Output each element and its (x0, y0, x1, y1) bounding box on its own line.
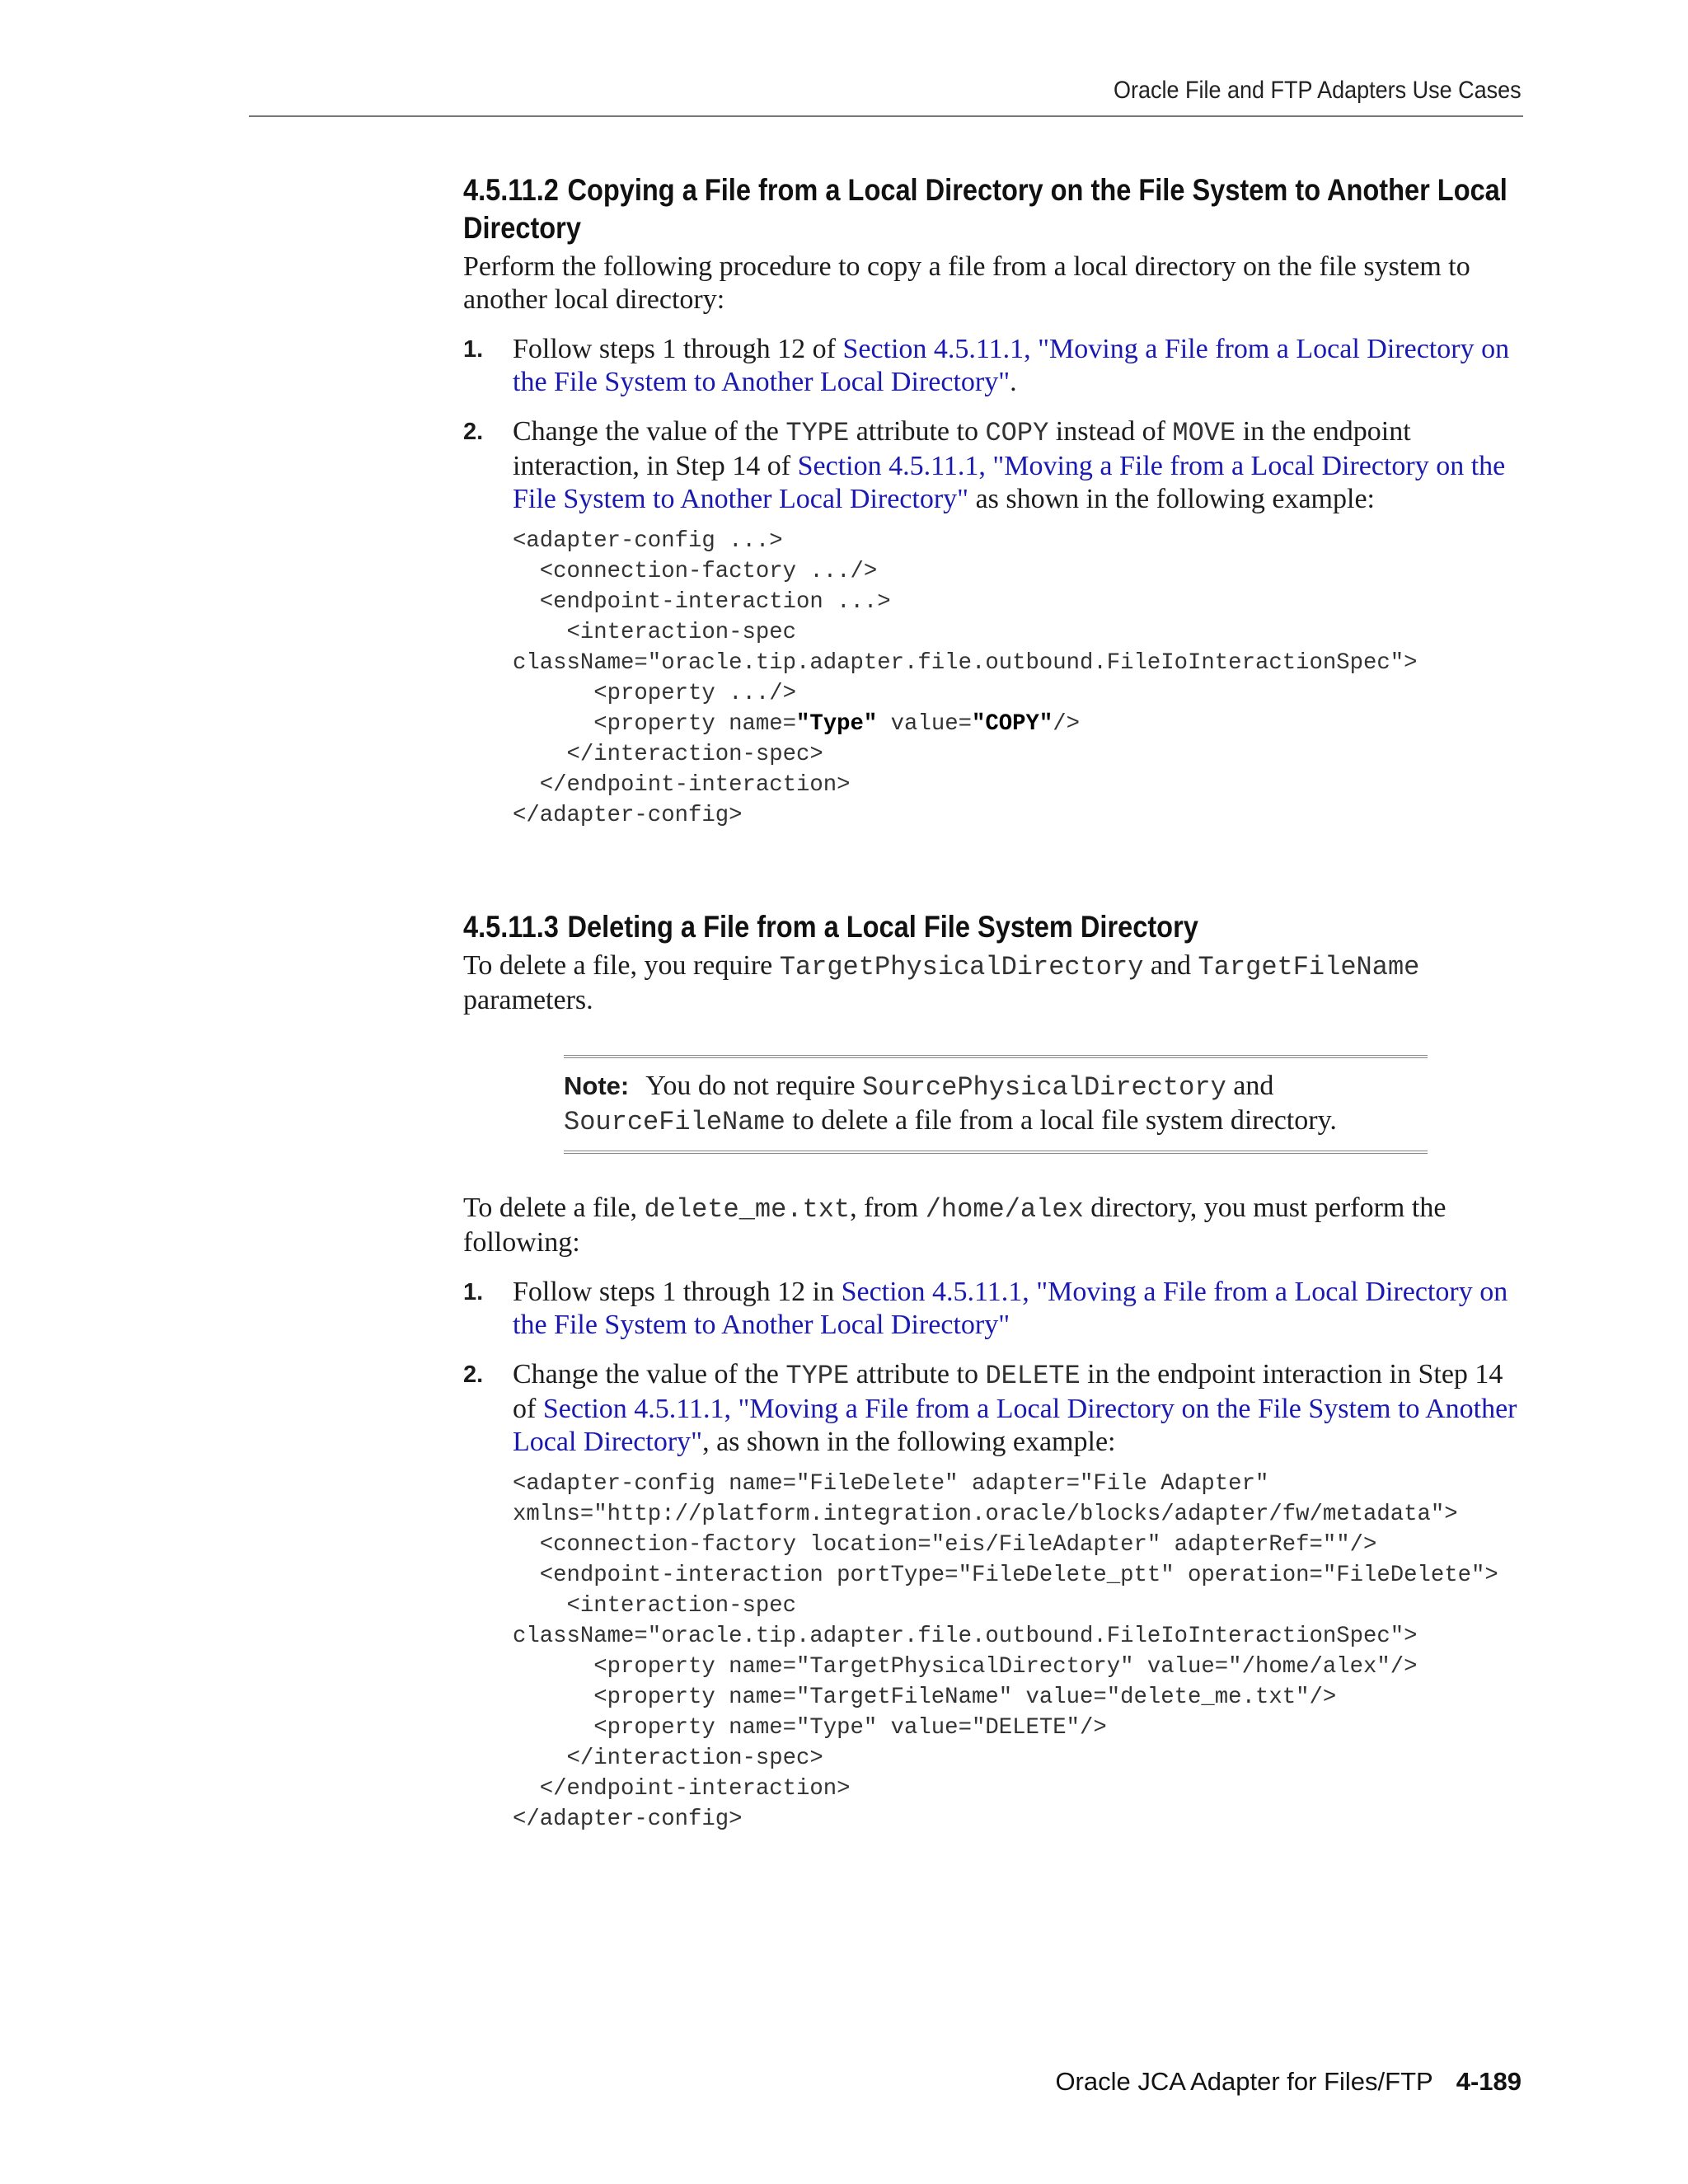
step-text: Follow steps 1 through 12 in (513, 1277, 842, 1307)
code-line: <adapter-config ...> (513, 528, 783, 554)
para-text: and (1143, 950, 1198, 981)
inline-code: DELETE (985, 1361, 1081, 1391)
step-text: Follow steps 1 through 12 of (513, 334, 843, 364)
code-line: <endpoint-interaction ...> (513, 589, 891, 615)
inline-code: SourceFileName (564, 1107, 785, 1137)
code-emphasis: "COPY" (971, 711, 1053, 737)
inline-code: TYPE (785, 1361, 850, 1391)
step-text: instead of (1048, 416, 1173, 447)
para-text: To delete a file, you require (463, 950, 780, 981)
note-text: to delete a file from a local file system directory. (785, 1105, 1337, 1136)
section-heading-delete (463, 908, 1530, 946)
inline-code: MOVE (1172, 418, 1236, 448)
section-heading-copy (463, 171, 1530, 247)
inline-code: /home/alex (925, 1194, 1084, 1225)
page-content (463, 171, 1526, 1851)
inline-code: COPY (985, 418, 1049, 448)
step-marker: 2. (463, 1361, 484, 1388)
inline-code: TYPE (785, 418, 850, 448)
note-label: Note: (564, 1071, 630, 1100)
section-link[interactable]: Section 4.5.11.1, "Moving a File from a Local Directory on the File System to Another Local Directory" (513, 1277, 1508, 1340)
code-line: <property name="Type" value="DELETE"/> (513, 1715, 1107, 1741)
section-link[interactable]: Section 4.5.11.1, "Moving a File from a Local Directory on the File System to Another Local Directory" (513, 451, 1506, 514)
section-title: Deleting a File from a Local File System Directory (567, 910, 1198, 944)
code-line: <property name="TargetPhysicalDirectory" value="/home/alex"/> (513, 1654, 1418, 1680)
code-emphasis: "Type" (796, 711, 878, 737)
code-line: <interaction-spec (513, 1593, 796, 1619)
code-line: xmlns="http://platform.integration.oracle/blocks/adapter/fw/metadata"> (513, 1502, 1458, 1527)
code-line: <connection-factory location="eis/FileAdapter" adapterRef=""/> (513, 1532, 1377, 1558)
code-line: </endpoint-interaction> (513, 772, 851, 798)
code-line: <interaction-spec (513, 620, 796, 645)
inline-code: SourcePhysicalDirectory (862, 1072, 1226, 1103)
step-marker: 2. (463, 419, 484, 445)
step-text: Change the value of the (513, 416, 786, 447)
step-text: , as shown in the following example: (702, 1427, 1116, 1457)
copy-step-1 (463, 333, 1526, 399)
section-title: Copying a File from a Local Directory on the File System to Another Local Directory (463, 173, 1507, 245)
code-line: </interaction-spec> (513, 1746, 823, 1771)
running-footer (1055, 2067, 1522, 2097)
code-line: /> (1053, 711, 1081, 737)
section-link[interactable]: Section 4.5.11.1, "Moving a File from a Local Directory on the File System to Another Local Directory" (513, 334, 1510, 397)
footer-book-title: Oracle JCA Adapter for Files/FTP (1055, 2067, 1433, 2096)
code-line: <adapter-config name="FileDelete" adapter="File Adapter" (513, 1471, 1269, 1497)
code-line: </interaction-spec> (513, 742, 823, 767)
code-line: <endpoint-interaction portType="FileDelete_ptt" operation="FileDelete"> (513, 1563, 1498, 1588)
code-line: value= (877, 711, 972, 737)
header-rule (249, 115, 1523, 117)
step-text: Change the value of the (513, 1359, 786, 1390)
para-text: directory, you must perform the following: (463, 1193, 1447, 1258)
inline-code: TargetFileName (1198, 952, 1420, 982)
section-intro (463, 949, 1526, 1017)
section-number: 4.5.11.2 (463, 173, 559, 207)
section-intro: Perform the following procedure to copy a file from a local directory on the file system to another local directory: (463, 251, 1470, 315)
code-line: </endpoint-interaction> (513, 1776, 851, 1802)
code-line: <property .../> (513, 681, 796, 706)
page-number: 4-189 (1456, 2067, 1522, 2096)
code-example-delete (513, 1469, 1526, 1835)
code-line: </adapter-config> (513, 1807, 743, 1832)
note-text: and (1226, 1071, 1274, 1101)
step-marker: 1. (463, 1279, 484, 1305)
note-text: You do not require (645, 1071, 863, 1101)
running-header-title: Oracle File and FTP Adapters Use Cases (1114, 77, 1522, 104)
code-line: <property name= (513, 711, 796, 737)
delete-step-1 (463, 1276, 1526, 1342)
step-text: attribute to (849, 416, 986, 447)
step-text: attribute to (849, 1359, 986, 1390)
step-text: . (1010, 367, 1017, 397)
para-text: To delete a file, (463, 1193, 645, 1223)
code-line: className="oracle.tip.adapter.file.outbound.FileIoInteractionSpec"> (513, 1624, 1418, 1649)
code-line: <property name="TargetFileName" value="delete_me.txt"/> (513, 1685, 1337, 1710)
delete-steps-list (463, 1276, 1526, 1835)
code-line: <connection-factory .../> (513, 559, 878, 584)
step-text: as shown in the following example: (968, 484, 1375, 514)
code-line: className="oracle.tip.adapter.file.outbound.FileIoInteractionSpec"> (513, 650, 1418, 676)
code-line: </adapter-config> (513, 803, 743, 828)
note-box (564, 1055, 1428, 1154)
copy-step-2 (463, 415, 1526, 831)
delete-step-2 (463, 1358, 1526, 1835)
section-link[interactable]: Section 4.5.11.1, "Moving a File from a Local Directory on the File System to Another Local Directory" (513, 1394, 1517, 1457)
step-text: in the endpoint interaction in Step 14 of (513, 1359, 1503, 1424)
para-text: , from (850, 1193, 926, 1223)
step-text: in the endpoint interaction, in Step 14 of (513, 416, 1411, 481)
step-marker: 1. (463, 336, 484, 363)
copy-steps-list (463, 333, 1526, 831)
inline-code: delete_me.txt (644, 1194, 851, 1225)
section-number: 4.5.11.3 (463, 910, 559, 944)
inline-code: TargetPhysicalDirectory (779, 952, 1144, 982)
para-text: parameters. (463, 985, 593, 1015)
code-example-copy (513, 526, 1526, 831)
delete-intro (463, 1192, 1526, 1259)
